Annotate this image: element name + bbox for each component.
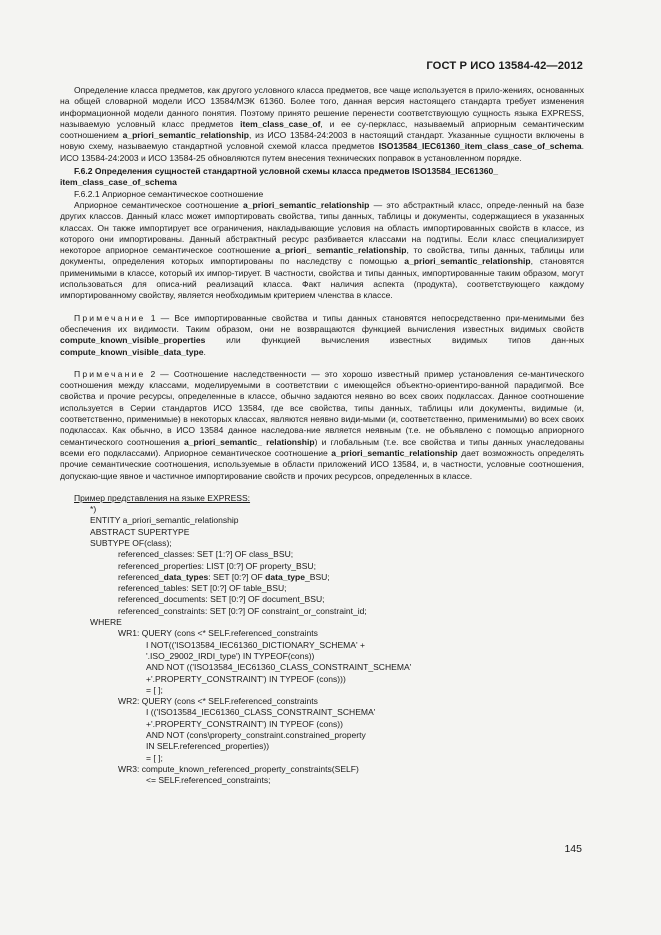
text-run: SUBTYPE OF(class); <box>90 537 172 548</box>
code-line <box>60 515 584 526</box>
text-run: ABSTRACT SUPERTYPE <box>90 526 190 537</box>
text-run: +'.PROPERTY_CONSTRAINT') IN TYPEOF (cons))) <box>146 673 346 684</box>
code-line <box>60 730 584 741</box>
text-run: a_priori_semantic_relationship <box>122 130 249 141</box>
text-run: <= SELF.referenced_constraints; <box>146 775 271 786</box>
text-run: data_type <box>265 571 306 582</box>
text-run: compute_known_visible_data_type <box>60 346 204 357</box>
text-run: Определение класса предметов, как другого условного класса предметов, все чаще используется в прило-жениях, основанных на общей словарной модели ИСО 13584/МЭК 61360. Более того, данная версия настоящего стандарта требует изменения информационной модели данного понятия. Поэтому принято решение перенести соответствующую сущность языка EXPRESS, называемую условный класс предметов <box>60 85 584 129</box>
text-run: WR2: QUERY (cons <* SELF.referenced_constraints <box>118 696 318 707</box>
text-run: ENTITY a_priori_semantic_relationship <box>90 515 239 526</box>
code-line <box>60 617 584 628</box>
code-line <box>60 685 584 696</box>
code-line <box>60 583 584 594</box>
example-title: Пример представления на языке EXPRESS: <box>74 492 251 503</box>
text-run: , то свойства, типы данных, таблицы или документы, определения которых импортированы по наследству с помощью <box>60 245 584 267</box>
code-line <box>60 662 584 673</box>
code-line <box>60 572 584 583</box>
text-run: : SET [0:?] OF <box>208 571 266 582</box>
text-run: AND NOT (('ISO13584_IEC61360_CLASS_CONSTRAINT_SCHEMA' <box>146 662 412 673</box>
express-code-block <box>60 504 584 786</box>
text-run: referenced_constraints: SET [0:?] OF constraint_or_constraint_id; <box>118 605 367 616</box>
code-line <box>60 741 584 752</box>
text-run: '.ISO_29002_IRDI_type') IN TYPEOF(cons)) <box>146 650 315 661</box>
text-run: 2 — Соотношение наследственности — это хорошо известный пример установления се-мантического соотношения между классами, моделируемыми в соответствии с имеющейся объектно-ориентиро-ванной парадигмой. Все свойства и прочие ресурсы, определенные в классе, обычно задаются неявно во всех своих подклассах. Данное соотношение используется в Серии стандартов ИСО 13584, где все свойства, типы данных, таблицы или документы, видимые (и, соответственно, применимые) в некоторых классах, являются неявно види-мыми (и, соответственно, применимыми) во всех своих подклассах. Как обычно, в ИСО 13584 данное наследова-ние является неявным (т.е. не объявлено с помощью априорного семантического соотношения <box>60 368 584 447</box>
text-run: +'.PROPERTY_CONSTRAINT') IN TYPEOF (cons)) <box>146 718 343 729</box>
text-run: . ИСО 13584-24:2003 и ИСО 13584-25 обновляются путем внесения технических поправок в установленном порядке. <box>60 141 584 163</box>
code-line <box>60 753 584 764</box>
page-number: 145 <box>564 843 582 855</box>
section-heading-f62: F.6.2 Определения сущностей стандартной условной схемы класса предметов ISO13584_IEC61360_ item_class_case_of_schema <box>60 166 499 188</box>
code-line <box>60 561 584 572</box>
text-run: Примечание <box>74 368 146 379</box>
text-run: I NOT(('ISO13584_IEC61360_DICTIONARY_SCHEMA' + <box>146 639 365 650</box>
code-line <box>60 527 584 538</box>
text-run: = [ ]; <box>146 752 163 763</box>
text-run: item_class_case_of <box>240 118 321 129</box>
code-line <box>60 696 584 707</box>
note-2 <box>60 369 584 482</box>
code-line <box>60 606 584 617</box>
text-run: . <box>203 346 206 357</box>
text-run: или функцией вычисления известных видимых типов дан-ных <box>205 335 584 346</box>
code-line <box>60 651 584 662</box>
subsection-heading-f621: F.6.2.1 Априорное семантическое соотношение <box>74 188 264 199</box>
text-run: a_priori_semantic_ relationship <box>184 436 315 447</box>
definition-paragraph <box>60 200 584 302</box>
text-run: WHERE <box>90 617 122 628</box>
text-run: _BSU; <box>305 571 330 582</box>
text-run: = [ ]; <box>146 684 163 695</box>
text-run: дает возможность определять прочие семантические соотношения, используемые в области приложений ИСО 13584, и, в частности, условные соотношения, допускаю-щие явное и частичное импортирование свойств и прочих ресурсов, определенных в классе. <box>60 447 584 481</box>
text-run: , и ее су-перкласс, называемый априорным семантическим соотношением <box>60 118 584 141</box>
text-run: compute_known_visible_properties <box>60 335 206 346</box>
intro-paragraph <box>60 85 584 164</box>
text-run: ISO13584_IEC61360_item_class_case_of_schema <box>378 141 582 152</box>
text-run: WR3: compute_known_referenced_property_constraints(SELF) <box>118 763 359 774</box>
text-run: — это абстрактный класс, опреде-ленный на базе других классов. Данный класс может импортировать свойства, типы данных, таблицы и документы, содержащиеся в указанных классах. Он также импортирует все ограничения, накладывающие условия на область импортированных свойств в классе, из которого они импортированы. Данный абстрактный ресурс разбивается классами на подтипы. Если класс специализирует некоторое априорное семантическое соотношение <box>60 199 584 256</box>
note-1 <box>60 313 584 358</box>
code-line <box>60 775 584 786</box>
text-run: referenced_ <box>118 571 164 582</box>
code-line <box>60 594 584 605</box>
text-run: a_priori_semantic_relationship <box>243 199 370 210</box>
text-run: referenced_classes: SET [1:?] OF class_BSU; <box>118 549 294 560</box>
text-run: referenced_properties: LIST [0:?] OF property_BSU; <box>118 560 316 571</box>
text-run: Примечание <box>74 312 146 323</box>
code-line <box>60 640 584 651</box>
text-run: ) и глобальным (т.е. все свойства и типы данных унаследованы всеми его подклассами). Априорное семантическое соотношение <box>60 436 585 458</box>
code-line <box>60 538 584 549</box>
standard-header: ГОСТ Р ИСО 13584-42—2012 <box>426 60 583 72</box>
code-line <box>60 504 584 515</box>
code-line <box>60 628 584 639</box>
text-run: AND NOT (cons\property_constraint.constrained_property <box>146 730 366 741</box>
text-run: , становятся применимыми в классе, который их импор-тирует. В частности, свойства и типы данных, импортированные таким образом, могут использоваться для описа-ний реализаций класса. Факт наличия аспекта (продукта), соответствующего каждому импортированному свойству, является необходимым критерием членства в классе. <box>60 256 584 301</box>
text-run: WR1: QUERY (cons <* SELF.referenced_constraints <box>118 628 318 639</box>
text-run: *) <box>90 504 97 515</box>
text-run: Априорное семантическое соотношение <box>74 199 244 210</box>
code-line <box>60 549 584 560</box>
page-content <box>60 85 584 787</box>
code-line <box>60 719 584 730</box>
code-line <box>60 707 584 718</box>
text-run: , из ИСО 13584-24:2003 в настоящий стандарт. Указанные сущности включены в новую схему, называемую стандартной условной схемой класса предметов <box>60 130 584 152</box>
text-run: referenced_documents: SET [0:?] OF document_BSU; <box>118 594 325 605</box>
text-run: a_priori_semantic_relationship <box>331 447 458 458</box>
text-run: referenced_tables: SET [0:?] OF table_BSU; <box>118 583 287 594</box>
text-run: a_priori_ semantic_relationship <box>275 245 407 256</box>
text-run: data_types <box>163 571 209 582</box>
text-run: a_priori_semantic_relationship <box>404 256 531 267</box>
text-run: I (('ISO13584_IEC61360_CLASS_CONSTRAINT_SCHEMA' <box>146 707 376 718</box>
text-run: IN SELF.referenced_properties)) <box>146 741 270 752</box>
code-line <box>60 674 584 685</box>
code-line <box>60 764 584 775</box>
text-run: 1 — Все импортированные свойства и типы данных становятся непосредственно при-менимыми без обеспечения их видимости. Таким образом, они не возвращаются функцией вычисления известных видимых свойств <box>60 312 584 334</box>
